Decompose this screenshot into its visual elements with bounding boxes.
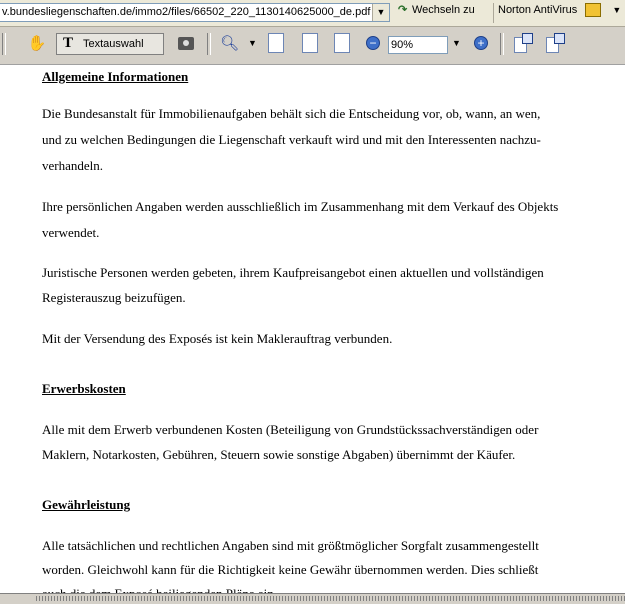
rotate-arrow-icon bbox=[522, 33, 533, 44]
pdf-page bbox=[0, 65, 625, 593]
url-dropdown-chevron-icon[interactable]: ▼ bbox=[372, 4, 389, 21]
zoom-in-button[interactable] bbox=[474, 36, 488, 50]
norton-dropdown-chevron-icon[interactable]: ▼ bbox=[612, 5, 622, 15]
section-heading: Allgemeine Informationen bbox=[42, 69, 189, 84]
snapshot-tool-button[interactable] bbox=[174, 33, 198, 55]
pdf-toolbar bbox=[0, 27, 625, 65]
fit-width-page-icon[interactable] bbox=[334, 33, 350, 53]
rotate-arrow-icon bbox=[554, 33, 565, 44]
text-line: Die Bundesanstalt für Immobilienaufgaben behält sich die Entscheidung vor, ob, wann, an wen, bbox=[42, 106, 541, 121]
rotate-counterclockwise-button[interactable] bbox=[544, 33, 566, 55]
toolbar-divider bbox=[207, 33, 211, 55]
rotate-clockwise-button[interactable] bbox=[512, 33, 534, 55]
text-line: Alle mit dem Erwerb verbundenen Kosten (Beteiligung von Grundstückssachverständigen oder bbox=[42, 422, 539, 437]
text-line: verwendet. bbox=[42, 225, 100, 240]
status-bar bbox=[0, 593, 625, 604]
text-select-tool-button[interactable] bbox=[56, 33, 164, 55]
go-button[interactable] bbox=[398, 3, 490, 22]
url-text: v.bundesliegenschaften.de/immo2/files/66502_220_1130140625000_de.pdf bbox=[2, 6, 371, 18]
zoom-tool-button[interactable] bbox=[218, 33, 258, 55]
norton-toolbar-button[interactable] bbox=[498, 3, 621, 22]
text-line: Maklern, Notarkosten, Gebühren, Steuern sowie sonstige Abgaben) übernimmt der Käufer. bbox=[42, 447, 516, 462]
go-arrow-icon: ↷ bbox=[398, 4, 408, 16]
norton-antivirus-icon bbox=[585, 3, 601, 17]
hand-tool-button[interactable] bbox=[26, 33, 48, 55]
plus-circle-icon: + bbox=[477, 36, 485, 50]
text-line: Alle tatsächlichen und rechtlichen Angaben sind mit größtmöglicher Sorgfalt zusammengestellt bbox=[42, 538, 539, 553]
text-line: Mit der Versendung des Exposés ist kein Maklerauftrag verbunden. bbox=[42, 331, 393, 346]
text-select-label: Textauswahl bbox=[83, 38, 144, 50]
text-line: worden. Gleichwohl kann für die Richtigkeit keine Gewähr übernommen werden. Dies schließt bbox=[42, 562, 539, 577]
fit-page-icon[interactable] bbox=[302, 33, 318, 53]
go-button-label: Wechseln zu bbox=[412, 4, 475, 16]
norton-label: Norton AntiVirus bbox=[498, 3, 578, 16]
section-heading: Gewährleistung bbox=[42, 497, 131, 512]
text-cursor-icon: T bbox=[63, 35, 74, 51]
section-heading: Erwerbskosten bbox=[42, 381, 126, 396]
camera-icon bbox=[178, 37, 194, 50]
zoom-level-value: 90% bbox=[391, 39, 414, 51]
status-bar-grip bbox=[36, 596, 625, 601]
text-line: verhandeln. bbox=[42, 158, 104, 173]
zoom-in-magnifier-icon: 🔍︎ bbox=[220, 35, 240, 52]
text-line: Juristische Personen werden gebeten, ihrem Kaufpreisangebot einen aktuellen und vollständigen bbox=[42, 265, 544, 280]
text-line: und zu welchen Bedingungen die Liegenschaft verkauft wird und mit den Interessenten nachzu- bbox=[42, 132, 541, 147]
zoom-level-field[interactable] bbox=[388, 36, 448, 54]
text-line: Registerauszug beizufügen. bbox=[42, 290, 186, 305]
browser-address-bar bbox=[0, 0, 625, 27]
toolbar-divider bbox=[500, 33, 504, 55]
toolbar-divider bbox=[493, 3, 494, 23]
toolbar-divider bbox=[2, 33, 6, 55]
zoom-out-button[interactable] bbox=[366, 36, 380, 50]
hand-icon: ✋ bbox=[27, 35, 47, 52]
minus-circle-icon: − bbox=[369, 36, 377, 50]
zoom-level-dropdown-chevron-icon[interactable]: ▼ bbox=[452, 38, 461, 48]
url-input[interactable] bbox=[0, 3, 390, 22]
actual-size-page-icon[interactable] bbox=[268, 33, 284, 53]
text-line: Ihre persönlichen Angaben werden ausschließlich im Zusammenhang mit dem Verkauf des Objekts bbox=[42, 199, 559, 214]
zoom-tool-dropdown-chevron-icon[interactable]: ▼ bbox=[248, 38, 257, 48]
